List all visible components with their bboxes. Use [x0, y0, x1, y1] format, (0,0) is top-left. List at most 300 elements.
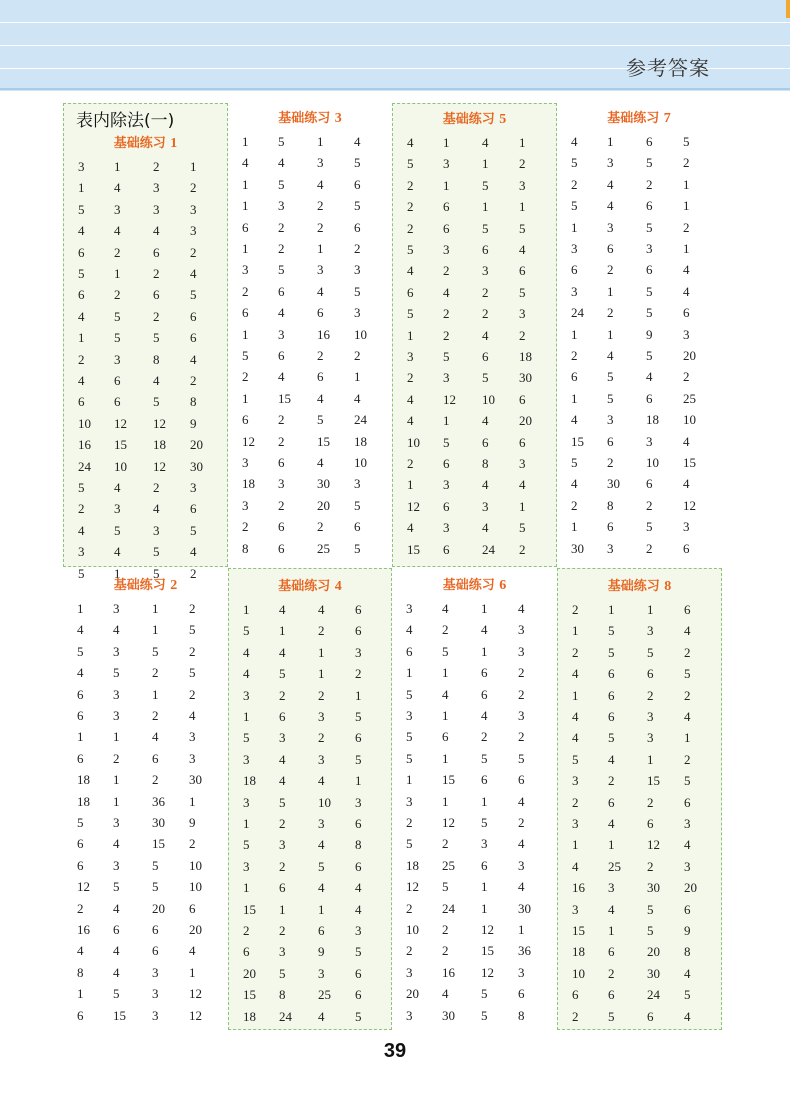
answer-cell: 1 — [481, 793, 488, 809]
answer-row — [63, 598, 228, 619]
answer-cell: 5 — [519, 220, 526, 236]
answer-cell: 6 — [443, 498, 450, 514]
answer-cell: 1 — [571, 326, 578, 342]
exercise-panel-3 — [228, 103, 392, 567]
answer-row — [229, 663, 391, 684]
answer-cell: 8 — [242, 540, 249, 556]
answer-cell: 9 — [318, 944, 325, 960]
answer-cell: 3 — [189, 750, 196, 766]
answer-row — [63, 983, 228, 1004]
answer-cell: 1 — [607, 326, 614, 342]
answer-cell: 12 — [77, 879, 90, 895]
answer-cell: 1 — [442, 708, 449, 723]
answer-cell: 16 — [572, 880, 585, 896]
answer-cell: 4 — [482, 135, 489, 150]
answer-cell: 2 — [406, 815, 413, 830]
answer-cell: 10 — [318, 794, 331, 810]
answer-cell: 5 — [646, 219, 653, 235]
answer-cell: 5 — [355, 944, 362, 960]
answer-cell: 1 — [481, 601, 488, 616]
answer-cell: 3 — [113, 857, 120, 873]
answer-cell: 3 — [518, 964, 525, 980]
answer-cell: 15 — [113, 1007, 126, 1023]
answer-cell: 4 — [113, 622, 120, 638]
answer-cell: 12 — [442, 815, 455, 830]
answer-cell: 1 — [114, 565, 121, 581]
answer-row — [557, 366, 721, 387]
answer-cell: 10 — [189, 857, 202, 873]
answer-cell: 5 — [519, 284, 526, 300]
panel-title-label: 基础练习 — [113, 578, 166, 593]
answer-cell: 2 — [318, 730, 325, 746]
answer-cell: 4 — [407, 413, 414, 429]
answer-row — [228, 538, 392, 559]
answer-cell: 6 — [608, 944, 615, 960]
answer-cell: 4 — [608, 816, 615, 831]
answer-cell: 15 — [114, 437, 127, 453]
answer-cell: 2 — [442, 922, 449, 937]
answer-cell: 5 — [190, 522, 197, 538]
answer-cell: 4 — [683, 433, 690, 449]
answer-cell: 4 — [279, 644, 286, 660]
answer-cell: 2 — [646, 497, 653, 513]
answer-cell: 1 — [78, 330, 85, 346]
answer-cell: 4 — [518, 601, 525, 616]
answer-cell: 5 — [443, 434, 450, 450]
answer-cell: 5 — [442, 879, 449, 895]
panel-title-number: 7 — [663, 111, 671, 126]
answer-cell: 4 — [518, 879, 525, 895]
answer-cell: 3 — [443, 370, 450, 386]
answer-cell: 30 — [317, 476, 330, 492]
answer-cell: 18 — [243, 773, 256, 789]
answer-cell: 6 — [482, 434, 489, 450]
answer-cell: 3 — [647, 730, 654, 746]
answer-cell: 10 — [407, 434, 420, 450]
answer-cell: 2 — [242, 369, 249, 385]
answer-cell: 3 — [481, 836, 488, 852]
answer-cell: 5 — [278, 134, 285, 149]
answer-cell: 6 — [683, 305, 690, 321]
answer-cell: 3 — [607, 412, 614, 428]
answer-cell: 8 — [153, 351, 160, 367]
answer-cell: 5 — [354, 497, 361, 513]
answer-row — [393, 153, 556, 174]
answer-cell: 4 — [113, 836, 120, 852]
answer-cell: 5 — [355, 1008, 362, 1024]
answer-cell: 6 — [481, 772, 488, 788]
answer-cell: 30 — [571, 540, 584, 556]
answer-row — [63, 962, 228, 983]
answer-cell: 1 — [442, 665, 449, 681]
answer-cell: 5 — [113, 986, 120, 1002]
answer-cell: 5 — [355, 751, 362, 767]
answer-cell: 10 — [646, 455, 659, 470]
answer-cell: 1 — [519, 498, 526, 514]
answer-cell: 10 — [354, 455, 367, 470]
answer-cell: 4 — [572, 666, 579, 682]
answer-cell: 1 — [318, 666, 325, 682]
answer-cell: 5 — [684, 987, 691, 1003]
answer-cell: 2 — [684, 687, 691, 703]
answer-cell: 8 — [684, 944, 691, 960]
answer-cell: 1 — [113, 793, 120, 809]
answer-cell: 4 — [77, 943, 84, 959]
answer-cell: 3 — [518, 643, 525, 659]
answer-cell: 15 — [317, 433, 330, 449]
answer-cell: 3 — [318, 965, 325, 981]
answer-cell: 2 — [443, 306, 450, 322]
answer-cell: 2 — [318, 687, 325, 703]
answer-row — [228, 495, 392, 516]
answer-cell: 6 — [77, 857, 84, 873]
answer-row — [229, 706, 391, 727]
answer-row — [557, 409, 721, 430]
answer-cell: 4 — [318, 602, 325, 617]
answer-cell: 5 — [153, 330, 160, 346]
answer-cell: 6 — [482, 242, 489, 257]
answer-cell: 6 — [355, 816, 362, 831]
answer-cell: 2 — [683, 369, 690, 385]
answer-cell: 1 — [571, 219, 578, 235]
answer-cell: 1 — [243, 880, 250, 896]
answer-cell: 5 — [153, 394, 160, 410]
answer-cell: 6 — [572, 987, 579, 1003]
answer-cell: 9 — [189, 815, 196, 830]
answer-cell: 1 — [683, 241, 690, 256]
answer-cell: 2 — [684, 751, 691, 767]
answer-row — [558, 813, 721, 834]
answer-row — [392, 769, 557, 790]
answer-cell: 18 — [153, 437, 166, 453]
answer-cell: 4 — [78, 223, 85, 239]
answer-cell: 4 — [442, 686, 449, 702]
answer-cell: 5 — [647, 901, 654, 917]
answer-row — [558, 599, 721, 620]
answer-cell: 6 — [406, 643, 413, 659]
answer-cell: 6 — [608, 687, 615, 703]
answer-cell: 1 — [518, 922, 525, 937]
answer-row — [229, 984, 391, 1005]
answer-cell: 6 — [355, 623, 362, 639]
answer-cell: 2 — [442, 622, 449, 638]
answer-row — [229, 920, 391, 941]
answer-cell: 2 — [571, 497, 578, 513]
answer-row — [229, 685, 391, 706]
answer-cell: 6 — [443, 199, 450, 215]
answer-cell: 3 — [518, 857, 525, 873]
answer-cell: 3 — [153, 201, 160, 217]
answer-cell: 2 — [647, 858, 654, 874]
answer-cell: 1 — [152, 622, 159, 638]
answer-row — [63, 748, 228, 769]
answer-cell: 6 — [646, 476, 653, 492]
answer-cell: 3 — [279, 837, 286, 853]
answer-cell: 1 — [647, 751, 654, 767]
answer-cell: 3 — [279, 730, 286, 746]
answer-cell: 2 — [77, 900, 84, 916]
answer-cell: 4 — [443, 284, 450, 300]
answer-cell: 1 — [572, 623, 579, 639]
answer-cell: 6 — [243, 944, 250, 960]
answer-cell: 4 — [442, 986, 449, 1002]
answer-row — [64, 520, 227, 541]
answer-row — [557, 516, 721, 537]
answer-cell: 3 — [607, 219, 614, 235]
answer-cell: 2 — [317, 219, 324, 235]
answer-cell: 1 — [242, 390, 249, 406]
answer-cell: 6 — [646, 198, 653, 214]
answer-row — [64, 541, 227, 562]
answer-cell: 6 — [278, 348, 285, 363]
answer-cell: 2 — [684, 644, 691, 660]
answer-row — [392, 983, 557, 1004]
answer-cell: 3 — [113, 686, 120, 702]
answer-cell: 30 — [190, 458, 203, 474]
answer-cell: 5 — [607, 369, 614, 385]
answer-row — [63, 898, 228, 919]
answer-cell: 5 — [481, 986, 488, 1002]
answer-cell: 3 — [519, 306, 526, 322]
answer-row — [229, 599, 391, 620]
answer-row — [558, 770, 721, 791]
answer-row — [228, 516, 392, 537]
answer-cell: 2 — [78, 351, 85, 367]
answer-cell: 3 — [190, 223, 197, 239]
answer-cell: 2 — [354, 241, 361, 256]
answer-cell: 2 — [114, 244, 121, 260]
answer-cell: 4 — [482, 477, 489, 493]
answer-cell: 5 — [647, 644, 654, 660]
answer-row — [557, 345, 721, 366]
answer-cell: 4 — [152, 729, 159, 745]
answer-cell: 3 — [355, 794, 362, 810]
answer-cell: 4 — [243, 666, 250, 682]
answer-cell: 15 — [683, 455, 696, 470]
answer-cell: 3 — [243, 687, 250, 703]
answer-cell: 2 — [152, 665, 159, 681]
answer-cell: 5 — [152, 643, 159, 659]
answer-cell: 1 — [608, 837, 615, 853]
panel-title — [228, 107, 392, 127]
answer-cell: 1 — [355, 773, 362, 789]
answer-row — [557, 152, 721, 173]
answer-cell: 4 — [279, 751, 286, 767]
answer-cell: 1 — [684, 730, 691, 746]
answer-cell: 5 — [243, 837, 250, 853]
answer-cell: 3 — [572, 901, 579, 917]
answer-cell: 2 — [683, 219, 690, 235]
answer-row — [229, 877, 391, 898]
answer-cell: 2 — [443, 327, 450, 343]
answer-row — [64, 177, 227, 198]
header-divider — [0, 88, 790, 90]
answer-cell: 25 — [318, 987, 331, 1003]
answer-row — [64, 370, 227, 391]
answer-cell: 20 — [684, 880, 697, 896]
answer-cell: 6 — [318, 923, 325, 938]
answer-cell: 3 — [519, 177, 526, 193]
answer-cell: 2 — [278, 497, 285, 513]
answer-cell: 6 — [278, 283, 285, 299]
answer-cell: 8 — [607, 497, 614, 513]
answer-cell: 3 — [243, 751, 250, 767]
answer-cell: 3 — [647, 709, 654, 724]
answer-cell: 6 — [647, 1008, 654, 1024]
answer-cell: 2 — [518, 686, 525, 702]
answer-cell: 5 — [482, 177, 489, 193]
answer-cell: 3 — [646, 241, 653, 256]
answer-row — [63, 705, 228, 726]
answer-cell: 2 — [242, 283, 249, 299]
answer-row — [557, 324, 721, 345]
answer-cell: 3 — [114, 201, 121, 217]
answer-cell: 4 — [608, 751, 615, 767]
answer-cell: 1 — [242, 176, 249, 192]
answer-cell: 4 — [113, 943, 120, 959]
answer-cell: 3 — [683, 519, 690, 535]
answer-cell: 2 — [646, 176, 653, 192]
answer-cell: 5 — [78, 266, 85, 281]
answer-cell: 18 — [243, 1008, 256, 1024]
answer-cell: 1 — [572, 687, 579, 703]
answer-cell: 20 — [647, 944, 660, 960]
answer-cell: 4 — [407, 263, 414, 279]
answer-cell: 4 — [355, 880, 362, 896]
answer-cell: 2 — [518, 729, 525, 745]
answer-cell: 6 — [77, 686, 84, 702]
answer-cell: 5 — [278, 176, 285, 192]
answer-cell: 6 — [519, 391, 526, 407]
answer-cell: 8 — [482, 456, 489, 471]
answer-cell: 12 — [481, 964, 494, 980]
answer-cell: 1 — [572, 837, 579, 853]
answer-cell: 3 — [242, 497, 249, 513]
answer-cell: 3 — [242, 262, 249, 278]
answer-cell: 4 — [355, 901, 362, 917]
answer-cell: 5 — [407, 306, 414, 322]
answer-cell: 24 — [279, 1008, 292, 1024]
answer-cell: 3 — [355, 644, 362, 660]
answer-row — [558, 642, 721, 663]
answer-cell: 5 — [114, 308, 121, 324]
answer-row — [392, 812, 557, 833]
answer-row — [392, 940, 557, 961]
answer-row — [64, 434, 227, 455]
answer-cell: 1 — [407, 327, 414, 343]
answer-row — [64, 391, 227, 412]
answer-row — [393, 218, 556, 239]
answer-cell: 3 — [242, 455, 249, 470]
answer-row — [63, 876, 228, 897]
answer-row — [228, 195, 392, 216]
answer-cell: 6 — [317, 369, 324, 385]
answer-cell: 5 — [407, 242, 414, 257]
answer-row — [393, 282, 556, 303]
answer-cell: 4 — [78, 308, 85, 324]
answer-cell: 2 — [571, 176, 578, 192]
answer-cell: 5 — [113, 665, 120, 681]
answer-cell: 1 — [113, 772, 120, 788]
answer-cell: 2 — [442, 836, 449, 852]
answer-cell: 3 — [607, 155, 614, 171]
answer-cell: 8 — [355, 837, 362, 853]
answer-cell: 5 — [482, 370, 489, 386]
answer-cell: 9 — [646, 326, 653, 342]
answer-cell: 3 — [152, 964, 159, 980]
answer-cell: 3 — [113, 815, 120, 830]
answer-cell: 2 — [407, 177, 414, 193]
panel-title-label: 基础练习 — [278, 579, 331, 594]
answer-cell: 1 — [243, 816, 250, 831]
panel-title — [557, 107, 721, 127]
answer-cell: 8 — [518, 1007, 525, 1023]
panel-title — [229, 575, 391, 595]
answer-cell: 1 — [114, 159, 121, 174]
answer-cell: 5 — [572, 751, 579, 767]
answer-row — [392, 705, 557, 726]
answer-cell: 3 — [190, 201, 197, 217]
answer-row — [558, 856, 721, 877]
answer-row — [63, 662, 228, 683]
answer-cell: 3 — [354, 305, 361, 321]
panel-title — [64, 132, 227, 152]
answer-cell: 3 — [443, 156, 450, 172]
answer-cell: 12 — [407, 498, 420, 514]
answer-row — [63, 791, 228, 812]
answer-cell: 1 — [113, 729, 120, 745]
answer-cell: 2 — [683, 155, 690, 171]
answer-cell: 3 — [354, 262, 361, 278]
answer-row — [229, 749, 391, 770]
exercise-panel-7 — [557, 103, 721, 567]
answer-cell: 3 — [443, 242, 450, 257]
answer-row — [392, 662, 557, 683]
answer-cell: 3 — [608, 880, 615, 896]
answer-cell: 2 — [318, 623, 325, 639]
answer-cell: 6 — [77, 1007, 84, 1023]
answer-row — [392, 598, 557, 619]
answer-row — [228, 217, 392, 238]
answer-cell: 8 — [77, 964, 84, 980]
answer-cell: 1 — [114, 266, 121, 281]
answer-cell: 5 — [481, 750, 488, 766]
answer-cell: 6 — [78, 244, 85, 260]
answer-cell: 2 — [278, 219, 285, 235]
answer-cell: 3 — [153, 522, 160, 538]
panel-title-number: 8 — [664, 579, 672, 594]
answer-cell: 5 — [318, 858, 325, 874]
answer-row — [558, 792, 721, 813]
answer-cell: 8 — [190, 394, 197, 410]
answer-cell: 10 — [683, 412, 696, 428]
answer-row — [557, 281, 721, 302]
answer-cell: 2 — [278, 433, 285, 449]
answer-row — [558, 663, 721, 684]
answer-row — [228, 131, 392, 152]
answer-cell: 4 — [114, 223, 121, 239]
answer-cell: 24 — [482, 541, 495, 557]
answer-cell: 4 — [407, 391, 414, 407]
answer-cell: 4 — [406, 622, 413, 638]
answer-cell: 2 — [647, 687, 654, 703]
answer-cell: 5 — [482, 220, 489, 236]
answer-row — [228, 324, 392, 345]
answer-cell: 3 — [407, 349, 414, 364]
answer-row — [229, 770, 391, 791]
answer-cell: 18 — [519, 349, 532, 364]
exercise-panel-4 — [228, 568, 392, 1030]
